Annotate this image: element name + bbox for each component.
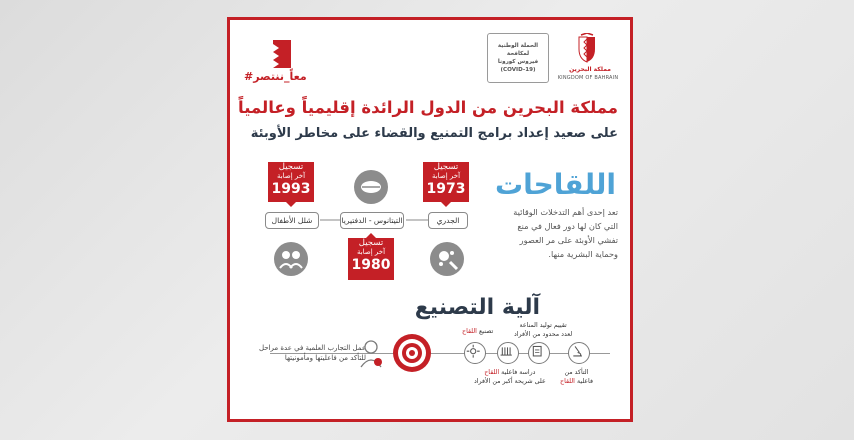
step-text: دراسة فاعلية [501,369,536,376]
scientist-icon [358,338,384,368]
microscope-icon [568,342,590,364]
bahrain-flag-icon [269,38,295,72]
record-sub: آخر إصابة [431,172,461,180]
kingdom-name-english: KINGDOM OF BAHRAIN [557,75,619,81]
step-text: على شريحة أكبر من الأفراد [474,378,546,385]
gear-icon [464,342,486,364]
record-label: تسجيل [278,162,304,172]
headline: مملكة البحرين من الدول الرائدة إقليمياً وعالمياً [238,98,618,117]
step-text: فاعلية [576,378,593,385]
campaign-line: لمكافحة [506,51,530,57]
infographic-poster [227,17,633,422]
record-year: 1980 [351,257,391,273]
campaign-line: (COVID-19) [500,67,536,73]
kingdom-emblem-icon [573,33,601,63]
vaccines-title: اللقاحات [494,168,616,201]
campaign-hashtag: #معاً_ننتصر [244,70,307,83]
step-text: تصنيع [478,328,494,335]
record-label: تسجيل [433,162,459,172]
record-sub: آخر إصابة [276,172,306,180]
vaccines-body: تعد إحدى أهم التدخلات الوقائية التي كان لها دور فعال في منع تفشي الأوبئة على مر العصور وحماية البشرية منها. [513,207,618,259]
record-box-tetanus [348,238,394,280]
kingdom-name-arabic: مملكة البحرين [569,66,611,73]
campaign-line: الحملة الوطنية [497,43,539,49]
trials-description: عمل التجارب العلمية في عدة مراحل للتأكد من فاعليتها ومأمونيتها [258,344,366,362]
disease-polio: شلل الأطفال [265,212,319,229]
step-study-label [474,368,546,386]
clipboard-icon [528,342,550,364]
subheadline: على صعيد إعداد برامج التمنيع والقضاء على مخاطر الأوبئة [250,126,618,141]
step-highlight: اللقاح [484,369,500,376]
step-manufacture-label [462,327,493,336]
record-box-smallpox [423,162,469,202]
step-confirm-label [560,368,593,386]
step-highlight: اللقاح [462,328,477,335]
disease-connector [290,218,480,228]
disease-tetanus-diphtheria: التيتانوس - الدفتيريا [340,212,404,229]
mechanism-title: آلية التصنيع [414,295,540,320]
step-text: لعدد محدود من الأفراد [514,331,573,338]
mouth-icon [354,170,388,204]
step-highlight: اللقاح [560,378,575,385]
step-text: تقييم توليد المناعة [519,322,567,329]
covid-campaign-badge [487,33,549,83]
record-year: 1973 [426,181,466,197]
children-icon [274,242,308,276]
virus-hand-icon [430,242,464,276]
record-year: 1993 [271,181,311,197]
vials-icon [497,342,519,364]
step-immunity-label [514,321,572,339]
disease-smallpox: الجدري [428,212,468,229]
record-box-polio [268,162,314,202]
record-label: تسجيل [358,238,384,248]
campaign-line: فيروس كورونا [497,59,539,65]
step-text: التأكد من [564,369,589,376]
target-icon [392,333,432,373]
record-sub: آخر إصابة [356,248,386,256]
